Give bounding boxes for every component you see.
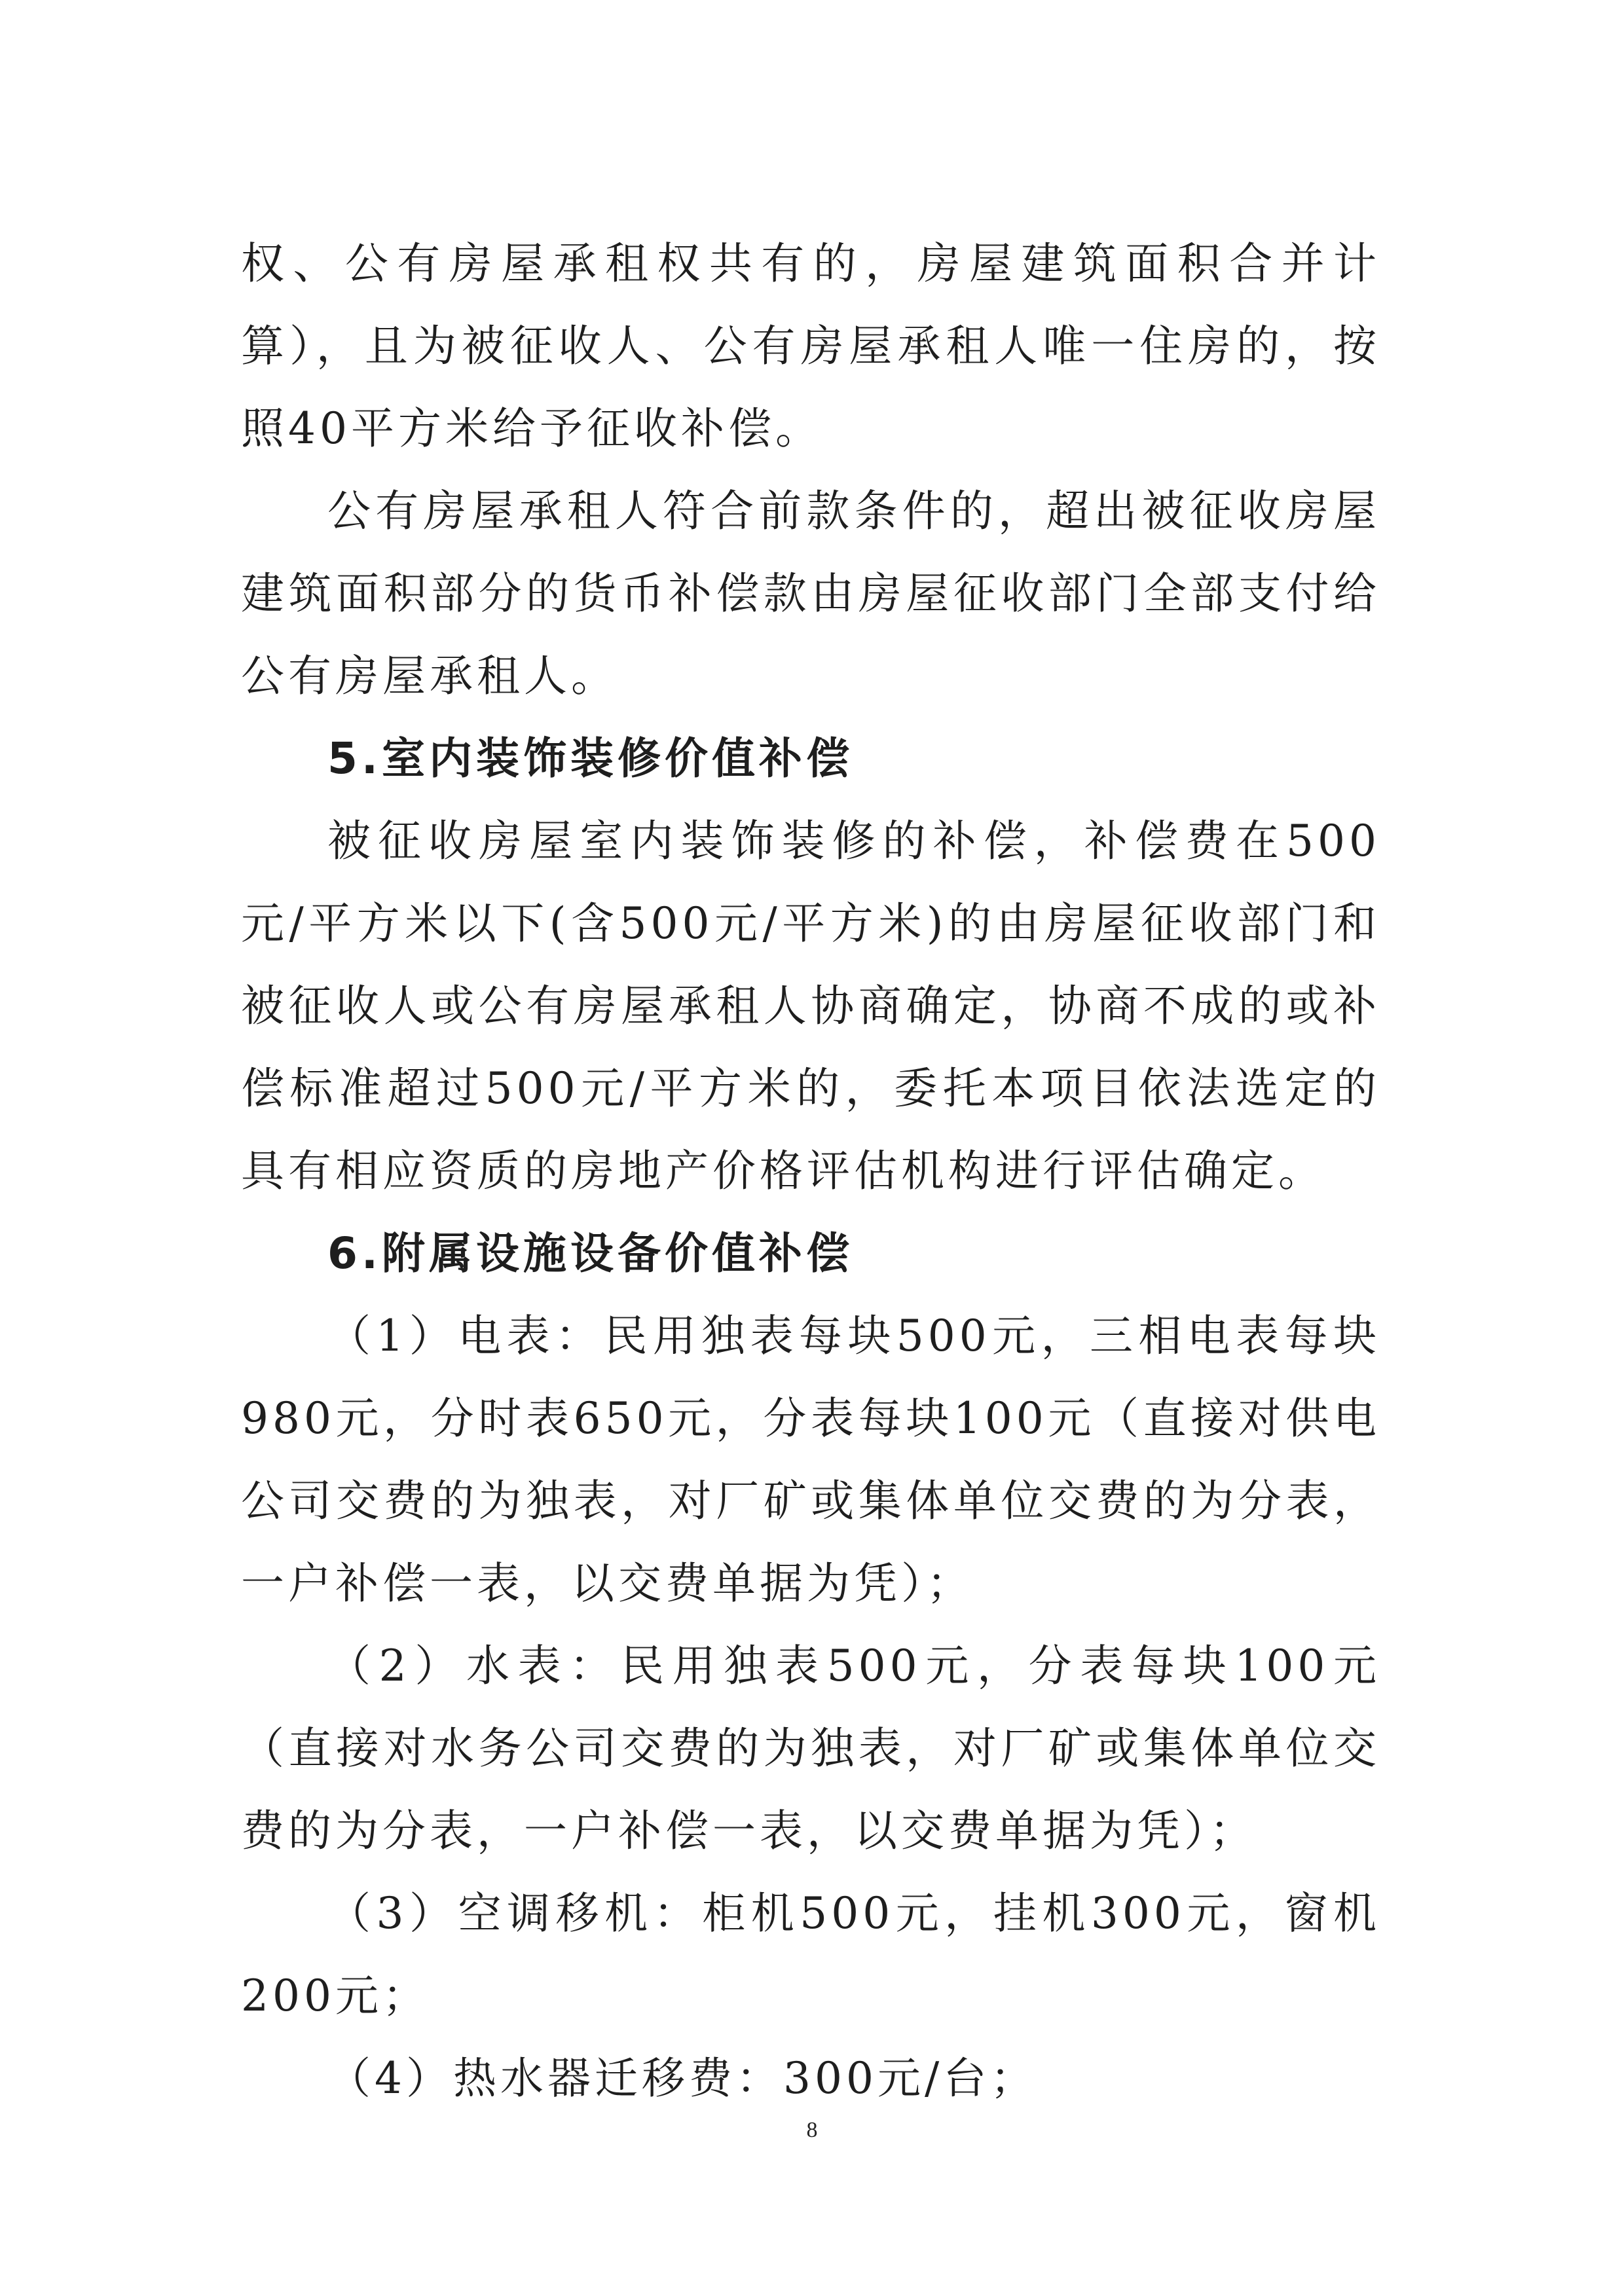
paragraph-electric-meter: （1）电表：民用独表每块500元，三相电表每块980元，分时表650元，分表每块100元（直接对供电公司交费的为独表，对厂矿或集体单位交费的为分表，一户补偿一表，以交费单据为凭）；: [241, 1311, 1380, 1609]
paragraph-water-meter: （2）水表：民用独表500元，分表每块100元（直接对水务公司交费的为独表，对厂矿或集体单位交费的为分表，一户补偿一表，以交费单据为凭）；: [241, 1641, 1380, 1856]
paragraph-air-conditioner: （3）空调移机：柜机500元，挂机300元，窗机200元；: [241, 1888, 1380, 2021]
paragraph-water-heater: （4）热水器迁移费：300元/台；: [327, 2053, 1038, 2104]
section-heading-facilities: 6.附属设施设备价值补偿: [327, 1228, 853, 1279]
page-number: 8: [806, 2118, 818, 2142]
paragraph-decoration-compensation: 被征收房屋室内装饰装修的补偿，补偿费在500元/平方米以下(含500元/平方米)的由房屋征收部门和被征收人或公有房屋承租人协商确定，协商不成的或补偿标准超过500元/平方米的，委托本项目依法选定的具有相应资质的房地产价格评估机构进行评估确定。: [241, 816, 1380, 1196]
paragraph-continuation: 权、公有房屋承租权共有的，房屋建筑面积合并计算），且为被征收人、公有房屋承租人唯一住房的，按照40平方米给予征收补偿。: [241, 238, 1380, 454]
document-body: [241, 223, 1380, 2120]
paragraph-tenant-excess-compensation: 公有房屋承租人符合前款条件的，超出被征收房屋建筑面积部分的货币补偿款由房屋征收部门全部支付给公有房屋承租人。: [241, 486, 1380, 701]
section-heading-decoration: 5.室内装饰装修价值补偿: [327, 733, 853, 784]
